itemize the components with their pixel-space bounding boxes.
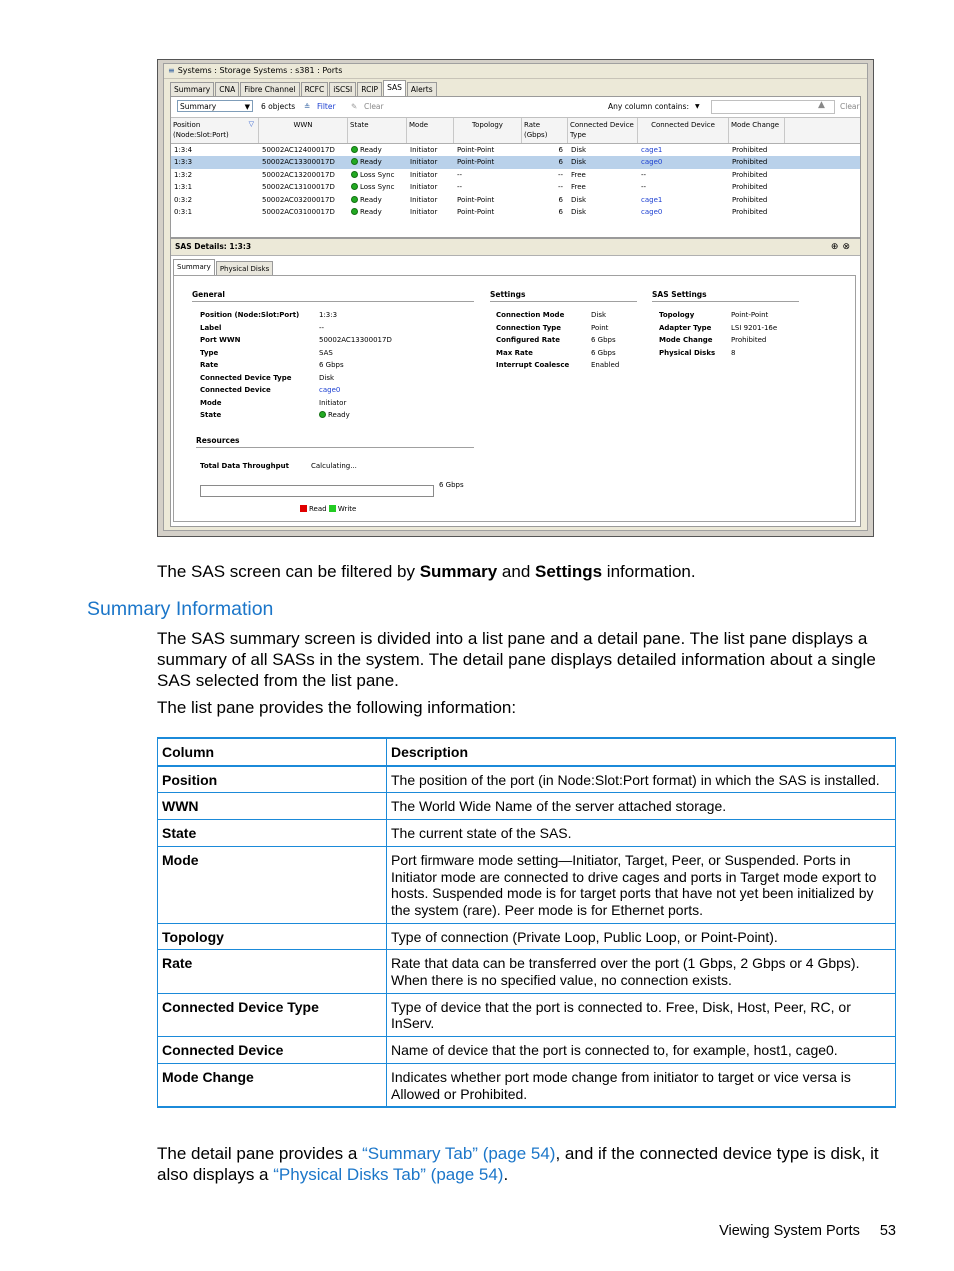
cell-state-text: Ready (360, 146, 382, 154)
cell-connected-device-type-text: Free (571, 183, 586, 192)
cell-topology-text: Point-Point (457, 195, 495, 204)
cell-wwn (259, 156, 348, 168)
column-name-cell: Connected Device (158, 1037, 387, 1064)
tab-summary[interactable]: Summary (170, 82, 214, 96)
cell-mode (407, 156, 454, 168)
detail-header (171, 239, 860, 256)
chevron-down-icon[interactable]: ▼ (695, 103, 700, 110)
cell-connected-device-type-text: Disk (571, 195, 587, 204)
cell-topology (454, 206, 522, 218)
filter-button[interactable]: Filter (317, 102, 336, 111)
cell-wwn (259, 144, 348, 156)
detail-key: Max Rate (496, 348, 533, 357)
eraser-icon[interactable]: ▲ (818, 100, 825, 110)
systems-icon: ≡ (168, 66, 175, 75)
cell-topology-text: Point-Point (457, 146, 495, 154)
cell-mode (407, 181, 454, 193)
status-dot-icon (351, 146, 358, 153)
general-values (319, 309, 392, 422)
collapse-icon[interactable]: ⊕ (830, 242, 843, 252)
cell-mode-change (729, 206, 785, 218)
app-window (163, 63, 868, 531)
col-position[interactable] (171, 118, 259, 143)
cell-position (171, 194, 259, 206)
column-description-cell: Name of device that the port is connected to, for example, host1, cage0. (387, 1037, 896, 1064)
cell-connected-device-type (568, 156, 638, 168)
tab-detail-summary[interactable]: Summary (173, 259, 215, 275)
col-mode[interactable]: Mode (407, 118, 454, 143)
col-state[interactable]: State (348, 118, 407, 143)
cell-wwn (259, 181, 348, 193)
detail-value-text: Point (591, 323, 609, 332)
window-title-bar (164, 64, 867, 79)
detail-key: Configured Rate (496, 336, 560, 344)
cell-mode-change (729, 194, 785, 206)
cell-mode-text: Initiator (410, 183, 438, 192)
detail-key: Port WWN (200, 336, 241, 344)
closing-text: . (503, 1165, 509, 1184)
cell-connected-device-text[interactable]: cage1 (641, 195, 663, 204)
status-dot-icon (351, 208, 358, 215)
cell-position-text: 1:3:2 (174, 170, 193, 179)
detail-value-text: -- (319, 323, 325, 332)
column-description-cell: Rate that data can be transferred over the port (1 Gbps, 2 Gbps or 4 Gbps). When there is no specified value, no connection exists. (387, 950, 896, 993)
object-count: 6 objects (261, 102, 296, 111)
table-row (158, 993, 896, 1036)
closing-text: , and if the connected device type is disk, it also displays a (157, 1144, 879, 1184)
cell-mode-text: Initiator (410, 195, 438, 204)
detail-value (591, 334, 619, 347)
detail-value (319, 384, 392, 397)
cell-rate-text: 6 (558, 207, 563, 216)
detail-value (319, 334, 392, 347)
tab-iscsi[interactable]: iSCSI (329, 82, 356, 96)
cell-rate (522, 156, 568, 168)
summary-tab-link[interactable]: “Summary Tab” (page 54) (362, 1144, 556, 1163)
col-connected-device-type[interactable]: Connected Device Type (568, 118, 638, 143)
cell-mode-change (729, 181, 785, 193)
sort-desc-icon: ▽ (248, 120, 254, 128)
throughput-legend (300, 503, 356, 516)
cell-rate-text: 6 (558, 195, 563, 204)
throughput-bar (200, 485, 434, 497)
table-header-description: Description (387, 738, 896, 766)
table-row (158, 793, 896, 820)
cell-mode-change-text: Prohibited (732, 183, 768, 192)
table-header-column: Column (158, 738, 387, 766)
search-input[interactable] (711, 100, 835, 114)
column-description-table (157, 737, 896, 1108)
cell-position-text: 1:3:1 (174, 183, 193, 192)
detail-key: Connected Device Type (200, 373, 292, 382)
column-name-cell: Topology (158, 923, 387, 950)
cell-topology-text: -- (457, 183, 463, 192)
col-rate[interactable]: Rate (Gbps) (522, 118, 568, 143)
table-row (158, 950, 896, 993)
expand-icon[interactable]: ⊗ (842, 242, 854, 252)
tab-sas[interactable]: SAS (383, 80, 406, 96)
cell-connected-device-type-text: Disk (571, 158, 587, 167)
table-row[interactable] (171, 169, 860, 181)
cell-connected-device-text[interactable]: -- (641, 183, 647, 192)
throughput-label: Total Data Throughput (200, 462, 289, 470)
detail-value-text: SAS (319, 348, 333, 357)
cell-mode-text: Initiator (410, 207, 438, 216)
filter-sentence-part: and (497, 562, 535, 581)
detail-key: Physical Disks (659, 348, 716, 357)
detail-value (591, 347, 619, 360)
cell-state (348, 156, 407, 168)
settings-keys (496, 309, 569, 372)
col-wwn[interactable]: WWN (259, 118, 348, 143)
cell-connected-device-type-text: Free (571, 170, 586, 179)
cell-mode-change (729, 169, 785, 181)
column-name-cell: WWN (158, 793, 387, 820)
cell-state (348, 169, 407, 181)
detail-value-text[interactable]: cage0 (319, 386, 341, 394)
cell-state-text: Loss Sync (360, 170, 395, 179)
settings-values (591, 309, 619, 372)
settings-section-title: Settings (490, 290, 637, 302)
col-position-label: Position (Node:Slot:Port) (173, 121, 229, 139)
cell-rate (522, 206, 568, 218)
cell-wwn-text: 50002AC13100017D (262, 183, 335, 192)
cell-rate-text: -- (557, 170, 563, 179)
cell-topology (454, 181, 522, 193)
column-description-cell: Type of connection (Private Loop, Public Loop, or Point-Point). (387, 923, 896, 950)
clear-icon: ✎ (351, 102, 358, 111)
general-section-title: General (192, 290, 474, 302)
port-type-tabs (170, 82, 438, 96)
detail-key: Interrupt Coalesce (496, 361, 570, 369)
detail-value (319, 397, 392, 410)
write-legend-swatch (329, 505, 336, 512)
detail-value (591, 359, 619, 372)
intro-paragraph: The SAS summary screen is divided into a list pane and a detail pane. The list pane displays a summary of all SASs in the system. The detail pane displays detailed information about a single SAS selected from the list pane. (157, 629, 876, 690)
table-row (158, 923, 896, 950)
detail-value-text: 6 Gbps (319, 361, 344, 369)
detail-value (319, 372, 392, 385)
cell-state (348, 181, 407, 193)
cell-connected-device-type (568, 181, 638, 193)
cell-state-text: Ready (360, 195, 382, 204)
cell-connected-device (638, 169, 729, 181)
filter-sentence (157, 561, 892, 582)
cell-wwn-text: 50002AC03100017D (262, 207, 335, 216)
cell-wwn (259, 206, 348, 218)
detail-key: Type (200, 348, 219, 357)
table-row (158, 1063, 896, 1107)
view-select-value: Summary (180, 102, 217, 111)
sas-settings-values (731, 309, 777, 359)
detail-key: Connection Type (496, 323, 562, 332)
cell-mode-change-text: Prohibited (732, 146, 768, 154)
cell-topology-text: -- (457, 170, 463, 179)
sas-settings-keys (659, 309, 715, 359)
cell-rate-text: -- (557, 183, 563, 192)
detail-value (319, 322, 392, 335)
detail-value (319, 409, 392, 422)
cell-wwn (259, 194, 348, 206)
cell-rate (522, 169, 568, 181)
clear-search-button[interactable]: Clear (840, 102, 860, 111)
cell-mode-text: Initiator (410, 158, 438, 167)
page-footer (719, 1223, 896, 1239)
cell-mode-change-text: Prohibited (732, 170, 768, 179)
detail-value-text: Ready (328, 411, 350, 419)
tab-cna[interactable]: CNA (215, 82, 239, 96)
table-row (158, 820, 896, 847)
status-dot-icon (351, 183, 358, 190)
detail-value (731, 309, 777, 322)
clear-filter-button[interactable]: Clear (364, 102, 384, 111)
ports-table-body (171, 144, 860, 218)
cell-position (171, 206, 259, 218)
cell-connected-device-text[interactable]: cage1 (641, 146, 663, 154)
detail-pane (170, 238, 861, 527)
cell-connected-device (638, 156, 729, 168)
cell-topology (454, 169, 522, 181)
chevron-down-icon: ▼ (244, 103, 250, 111)
cell-connected-device-text[interactable]: cage0 (641, 158, 663, 167)
list-toolbar (171, 97, 860, 118)
detail-value (319, 359, 392, 372)
cell-mode (407, 194, 454, 206)
detail-value-text: 8 (731, 348, 736, 357)
cell-connected-device-type (568, 206, 638, 218)
table-row[interactable] (171, 144, 860, 156)
cell-state-text: Ready (360, 207, 382, 216)
cell-position-text: 0:3:1 (174, 207, 193, 216)
cell-position-text: 0:3:2 (174, 195, 193, 204)
column-name-cell: Connected Device Type (158, 993, 387, 1036)
column-name-cell: Rate (158, 950, 387, 993)
detail-value (731, 347, 777, 360)
detail-value-text: 6 Gbps (591, 348, 616, 357)
cell-topology-text: Point-Point (457, 158, 495, 167)
cell-mode-change-text: Prohibited (732, 195, 768, 204)
cell-position (171, 181, 259, 193)
resources-section-title: Resources (196, 436, 474, 448)
view-select[interactable] (177, 100, 253, 112)
cell-position-text: 1:3:3 (174, 158, 193, 167)
col-connected-device[interactable]: Connected Device (638, 118, 729, 143)
ports-table-header (171, 118, 860, 144)
detail-value-text: Disk (319, 373, 335, 382)
detail-key: Mode (200, 398, 222, 407)
read-legend-label: Read (309, 505, 327, 513)
cell-mode (407, 144, 454, 156)
cell-connected-device-type-text: Disk (571, 207, 587, 216)
status-dot-icon (351, 196, 358, 203)
detail-key: State (200, 411, 222, 419)
cell-topology-text: Point-Point (457, 207, 495, 216)
detail-value-text: Enabled (591, 361, 620, 369)
column-description-cell: Indicates whether port mode change from initiator to target or vice versa is Allowed or Prohibited. (387, 1063, 896, 1107)
cell-position-text: 1:3:4 (174, 146, 193, 154)
detail-value (591, 309, 619, 322)
table-row[interactable] (171, 156, 860, 168)
filter-sentence-part: information. (602, 562, 696, 581)
cell-mode-change (729, 156, 785, 168)
cell-mode-change-text: Prohibited (732, 158, 768, 167)
cell-wwn-text: 50002AC13200017D (262, 170, 335, 179)
cell-rate-text: 6 (558, 146, 563, 154)
table-header-row (158, 738, 896, 766)
column-name-cell: State (158, 820, 387, 847)
detail-title: SAS Details: 1:3:3 (175, 242, 252, 251)
list-intro: The list pane provides the following information: (157, 698, 517, 717)
tab-rcip[interactable]: RCIP (357, 82, 382, 96)
general-keys (200, 309, 299, 422)
cell-state (348, 144, 407, 156)
cell-connected-device-type (568, 194, 638, 206)
cell-connected-device-type (568, 144, 638, 156)
cell-mode-text: Initiator (410, 170, 438, 179)
detail-header-icons (831, 239, 854, 255)
cell-wwn (259, 169, 348, 181)
cell-rate-text: 6 (558, 158, 563, 167)
detail-value-text: 1:3:3 (319, 311, 338, 319)
detail-value-text: LSI 9201-16e (731, 323, 778, 332)
page-number: 53 (879, 1223, 896, 1239)
table-row[interactable] (171, 206, 860, 218)
sas-ports-screenshot (157, 59, 874, 537)
status-dot-icon (319, 411, 326, 418)
detail-key: Connection Mode (496, 311, 565, 319)
footer-section-title: Viewing System Ports (719, 1223, 860, 1239)
filter-icon: ≗ (304, 102, 311, 111)
read-legend-swatch (300, 505, 307, 512)
tab-alerts[interactable]: Alerts (407, 82, 437, 96)
filter-sentence-part: The SAS screen can be filtered by (157, 562, 420, 581)
cell-topology (454, 194, 522, 206)
cell-mode-change-text: Prohibited (732, 207, 768, 216)
cell-connected-device-text[interactable]: cage0 (641, 207, 663, 216)
detail-value (591, 322, 619, 335)
detail-value-text: 6 Gbps (591, 336, 616, 344)
physical-disks-tab-link[interactable]: “Physical Disks Tab” (page 54) (273, 1165, 504, 1184)
cell-state-text: Ready (360, 158, 382, 167)
table-row (158, 1037, 896, 1064)
cell-wwn-text: 50002AC12400017D (262, 146, 335, 154)
section-heading: Summary Information (87, 598, 274, 620)
throughput-bar-max: 6 Gbps (439, 481, 464, 489)
column-description-cell: The World Wide Name of the server attached storage. (387, 793, 896, 820)
cell-mode-text: Initiator (410, 146, 438, 154)
tab-physical-disks[interactable]: Physical Disks (216, 261, 273, 275)
table-row[interactable] (171, 181, 860, 193)
cell-topology (454, 156, 522, 168)
col-topology[interactable]: Topology (454, 118, 522, 143)
col-mode-change[interactable]: Mode Change (729, 118, 785, 143)
table-row (158, 766, 896, 793)
cell-state-text: Loss Sync (360, 183, 395, 192)
detail-value (319, 347, 392, 360)
column-name-cell: Mode (158, 846, 387, 923)
cell-mode (407, 169, 454, 181)
detail-value (319, 309, 392, 322)
column-description-cell: The position of the port (in Node:Slot:Port format) in which the SAS is installed. (387, 766, 896, 793)
cell-rate (522, 144, 568, 156)
column-description-cell: The current state of the SAS. (387, 820, 896, 847)
list-pane (170, 96, 861, 238)
detail-summary-panel (173, 275, 856, 522)
detail-value-text: 50002AC13300017D (319, 336, 392, 344)
detail-key: Topology (659, 311, 695, 319)
detail-value-text: Disk (591, 311, 607, 319)
status-dot-icon (351, 171, 358, 178)
table-row (158, 846, 896, 923)
cell-mode-change (729, 144, 785, 156)
ports-table (171, 118, 860, 218)
detail-value-text: Prohibited (731, 336, 767, 344)
any-column-label: Any column contains: (608, 102, 689, 111)
cell-rate (522, 181, 568, 193)
cell-mode (407, 206, 454, 218)
cell-wwn-text: 50002AC13300017D (262, 158, 335, 167)
closing-text: The detail pane provides a (157, 1144, 363, 1163)
sas-settings-section-title: SAS Settings (652, 290, 799, 302)
cell-position (171, 144, 259, 156)
detail-value-text: Initiator (319, 398, 347, 407)
cell-state (348, 194, 407, 206)
cell-connected-device (638, 194, 729, 206)
cell-connected-device (638, 181, 729, 193)
cell-position (171, 169, 259, 181)
cell-topology (454, 144, 522, 156)
filter-sentence-settings: Settings (535, 562, 603, 581)
detail-key: Mode Change (659, 336, 713, 344)
tab-rcfc[interactable]: RCFC (301, 82, 329, 96)
column-name-cell: Position (158, 766, 387, 793)
detail-key: Rate (200, 361, 219, 369)
detail-value (731, 322, 777, 335)
cell-connected-device-text[interactable]: -- (641, 170, 647, 179)
detail-key: Position (Node:Slot:Port) (200, 311, 300, 319)
table-row[interactable] (171, 194, 860, 206)
window-title: Systems : Storage Systems : s381 : Ports (177, 66, 343, 75)
detail-key: Adapter Type (659, 323, 712, 332)
column-description-cell: Type of device that the port is connected to. Free, Disk, Host, Peer, RC, or InServ. (387, 993, 896, 1036)
cell-state (348, 206, 407, 218)
cell-position (171, 156, 259, 168)
cell-connected-device (638, 144, 729, 156)
detail-value (731, 334, 777, 347)
detail-key: Label (200, 323, 222, 332)
cell-connected-device-type (568, 169, 638, 181)
cell-wwn-text: 50002AC03200017D (262, 195, 335, 204)
cell-connected-device-type-text: Disk (571, 146, 587, 154)
filter-sentence-summary: Summary (419, 562, 498, 581)
cell-connected-device (638, 206, 729, 218)
write-legend-label: Write (337, 505, 357, 513)
detail-tabs (173, 261, 274, 275)
column-description-cell: Port firmware mode setting—Initiator, Target, Peer, or Suspended. Ports in Initiator mode are connected to drive cages and ports in Target mode export to hosts. Suspended mode is for target ports that have not yet been initialized by the system (rare). Peer mode is for Ethernet ports. (387, 846, 896, 923)
detail-key: Connected Device (200, 386, 271, 394)
status-dot-icon (351, 158, 358, 165)
cell-rate (522, 194, 568, 206)
column-name-cell: Mode Change (158, 1063, 387, 1107)
tab-fibre-channel[interactable]: Fibre Channel (240, 82, 299, 96)
throughput-value: Calculating... (311, 462, 357, 470)
detail-value-text: Point-Point (731, 311, 769, 319)
closing-paragraph (157, 1143, 892, 1185)
